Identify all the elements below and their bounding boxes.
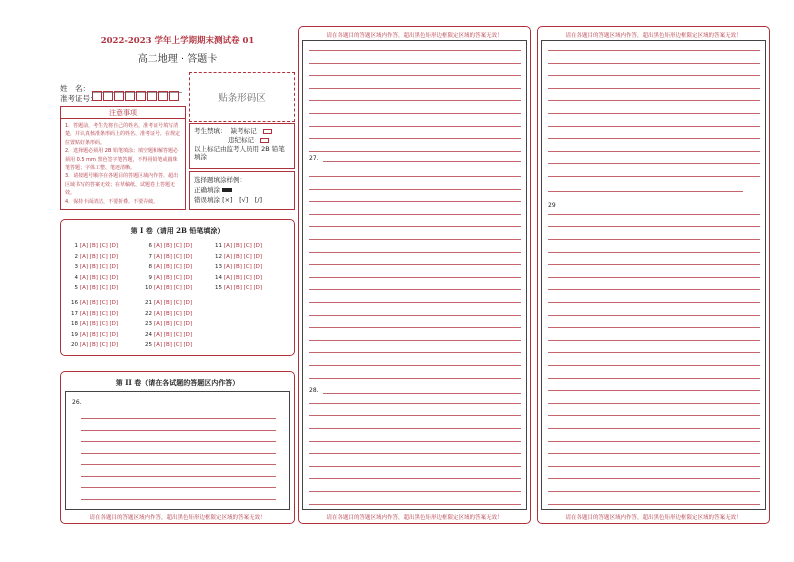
choice-question[interactable] xyxy=(69,242,118,250)
answer-line xyxy=(309,302,521,303)
answer-line xyxy=(81,464,276,465)
choice-question[interactable] xyxy=(69,263,118,271)
answer-line xyxy=(309,252,521,253)
exam-status-label: 考生禁填： xyxy=(194,127,227,135)
answer-line xyxy=(309,289,521,290)
answer-options[interactable]: [A] [B] [C] [D] xyxy=(154,243,193,249)
answer-line xyxy=(548,415,760,416)
choice-question[interactable] xyxy=(69,253,118,261)
answer-line xyxy=(548,390,760,391)
choice-question[interactable] xyxy=(213,284,262,292)
answer-options[interactable]: [A] [B] [C] [D] xyxy=(80,274,119,281)
question-number: 26. xyxy=(72,399,82,406)
section-one xyxy=(60,219,295,356)
choice-question[interactable] xyxy=(143,263,192,271)
question-number: 18 xyxy=(71,321,78,328)
answer-line xyxy=(548,88,760,89)
answer-options[interactable]: [A] [B] [C] [D] xyxy=(154,310,193,317)
answer-line xyxy=(548,113,760,114)
answer-line xyxy=(309,378,521,379)
answer-line xyxy=(309,428,521,429)
choice-question[interactable] xyxy=(69,284,118,292)
page-title: 2022-2023 学年上学期期末测试卷 01 xyxy=(100,36,255,46)
question-number: 10 xyxy=(145,285,152,292)
answer-line xyxy=(548,100,760,101)
q27-q28-answer-area[interactable] xyxy=(302,40,527,510)
answer-options[interactable]: [A] [B] [C] [D] xyxy=(224,285,263,292)
exam-status-note: 以上标记由监考人员用 2B 铅笔填涂 xyxy=(194,145,285,161)
answer-line xyxy=(309,100,521,101)
answer-line xyxy=(309,63,521,64)
answer-line xyxy=(548,441,760,442)
choice-question[interactable] xyxy=(69,274,118,282)
choice-question[interactable] xyxy=(143,310,192,318)
answer-line xyxy=(548,191,743,192)
answer-line xyxy=(548,403,760,404)
answer-line xyxy=(309,441,521,442)
answer-line xyxy=(81,418,276,419)
answer-options[interactable]: [A] [B] [C] [D] xyxy=(80,300,119,306)
answer-options[interactable]: [A] [B] [C] [D] xyxy=(154,300,193,306)
answer-options[interactable]: [A] [B] [C] [D] xyxy=(224,264,263,271)
answer-line xyxy=(548,315,760,316)
answer-line xyxy=(309,189,521,190)
answer-line xyxy=(548,50,760,51)
answer-line xyxy=(81,441,276,442)
answer-line xyxy=(81,453,276,454)
answer-options[interactable]: [A] [B] [C] [D] xyxy=(154,342,193,349)
choice-question[interactable] xyxy=(143,299,192,307)
answer-line xyxy=(309,340,521,341)
choice-question[interactable] xyxy=(69,341,118,349)
notice-heading: 注意事项 xyxy=(61,107,185,119)
question-number: 12 xyxy=(215,253,222,260)
choice-question[interactable] xyxy=(213,242,262,250)
correct-fill-label: 正确填涂 xyxy=(194,186,220,194)
answer-line xyxy=(548,365,760,366)
answer-line xyxy=(309,88,521,89)
answer-line xyxy=(309,277,521,278)
answer-line xyxy=(548,340,760,341)
answer-options[interactable]: [A] [B] [C] [D] xyxy=(80,285,119,292)
question-number: 21 xyxy=(145,300,152,306)
question-number: 8 xyxy=(148,264,152,271)
answer-line xyxy=(309,327,521,328)
answer-line xyxy=(548,504,760,505)
choice-question[interactable] xyxy=(69,310,118,318)
question-number: 11 xyxy=(215,243,222,249)
choice-question[interactable] xyxy=(143,253,192,261)
section-two xyxy=(60,371,295,524)
question-number: 22 xyxy=(145,310,152,317)
answer-line xyxy=(548,75,760,76)
answer-line xyxy=(548,428,760,429)
answer-line xyxy=(548,176,760,177)
question-number: 15 xyxy=(215,285,222,292)
page-subtitle: 高二地理 · 答题卡 xyxy=(137,54,218,65)
answer-line xyxy=(548,289,760,290)
notice-item: 4．保持卡面清洁，不要折叠、不要弄破。 xyxy=(65,198,159,205)
exam-status-box xyxy=(189,123,295,169)
warning-text: 请在各题目的答题区域内作答，超出黑色矩形边框限定区域的答案无效！ xyxy=(89,515,266,521)
question-number: 16 xyxy=(71,300,78,306)
answer-line xyxy=(81,487,276,488)
question-number: 1 xyxy=(74,243,78,249)
choice-question[interactable] xyxy=(143,320,192,328)
wrong-fill-label: 错误填涂 [×] [√] [/] xyxy=(194,196,263,204)
answer-options[interactable]: [A] [B] [C] [D] xyxy=(80,321,119,328)
answer-line xyxy=(309,239,521,240)
question-number: 28. xyxy=(309,387,319,394)
question-number: 25 xyxy=(145,342,152,349)
answer-line xyxy=(309,403,521,404)
q26-answer-area[interactable] xyxy=(65,391,290,510)
warning-text: 请在各题目的答题区域内作答，超出黑色矩形边框限定区域的答案无效！ xyxy=(326,33,503,39)
choice-question[interactable] xyxy=(69,331,118,339)
warning-text: 请在各题目的答题区域内作答，超出黑色矩形边框限定区域的答案无效！ xyxy=(326,515,503,521)
choice-question[interactable] xyxy=(143,331,192,339)
answer-line xyxy=(548,478,760,479)
answer-line xyxy=(548,63,760,64)
absent-label: 缺考标记 xyxy=(230,127,257,135)
answer-line xyxy=(548,264,760,265)
answer-line xyxy=(309,75,521,76)
answer-options[interactable]: [A] [B] [C] [D] xyxy=(154,264,193,271)
answer-options[interactable]: [A] [B] [C] [D] xyxy=(80,264,119,271)
answer-line xyxy=(548,126,760,127)
answer-options[interactable]: [A] [B] [C] [D] xyxy=(80,331,119,338)
answer-line xyxy=(309,504,521,505)
barcode-area: 贴条形码区 xyxy=(189,72,295,122)
question-number: 17 xyxy=(71,310,78,317)
answer-line xyxy=(309,415,521,416)
choice-question[interactable] xyxy=(69,299,118,307)
question-number: 5 xyxy=(74,285,78,292)
question-number: 13 xyxy=(215,264,222,271)
filled-mark-icon xyxy=(222,188,232,192)
answer-line xyxy=(309,126,521,127)
question-number: 6 xyxy=(148,243,152,249)
answer-line xyxy=(548,378,760,379)
id-label: 准考证号： xyxy=(60,94,98,103)
answer-options[interactable]: [A] [B] [C] [D] xyxy=(154,274,193,281)
answer-line xyxy=(309,315,521,316)
choice-question[interactable] xyxy=(213,253,262,261)
notice-box xyxy=(60,106,186,210)
answer-line xyxy=(548,453,760,454)
answer-line xyxy=(309,113,521,114)
answer-line xyxy=(548,327,760,328)
answer-options[interactable]: [A] [B] [C] [D] xyxy=(154,285,193,292)
notice-item: 3．请按题号顺序在各题目的答题区域内作答，超出区域书写的答案无效；在草稿纸、试题卷上答题无效。 xyxy=(65,173,179,197)
answer-line xyxy=(309,478,521,479)
violation-label: 违纪标记 xyxy=(228,136,254,144)
answer-line xyxy=(309,453,521,454)
answer-line xyxy=(309,226,521,227)
warning-text: 请在各题目的答题区域内作答，超出黑色矩形边框限定区域的答案无效！ xyxy=(565,33,742,39)
question-number: 27. xyxy=(309,155,319,162)
question-number: 23 xyxy=(145,321,152,328)
answer-options[interactable]: [A] [B] [C] [D] xyxy=(154,331,193,338)
answer-options[interactable]: [A] [B] [C] [D] xyxy=(80,253,119,260)
question-number: 3 xyxy=(74,264,78,271)
answer-line xyxy=(548,302,760,303)
section-one-heading: 第 I 卷（请用 2B 铅笔填涂） xyxy=(130,226,225,235)
answer-line xyxy=(81,476,276,477)
answer-line xyxy=(81,499,276,500)
question-number: 4 xyxy=(74,274,78,281)
choice-question[interactable] xyxy=(143,341,192,349)
answer-line xyxy=(309,151,521,152)
choice-question[interactable] xyxy=(143,284,192,292)
answer-line xyxy=(323,393,521,394)
answer-line xyxy=(309,264,521,265)
answer-line xyxy=(548,226,760,227)
section-two-heading: 第 II 卷（请在各试题的答题区内作答） xyxy=(115,378,240,387)
answer-line xyxy=(548,151,760,152)
question-number: 19 xyxy=(71,331,78,338)
answer-options[interactable]: [A] [B] [C] [D] xyxy=(80,342,119,349)
answer-line xyxy=(309,176,521,177)
answer-options[interactable]: [A] [B] [C] [D] xyxy=(80,310,119,317)
answer-line xyxy=(323,161,521,162)
answer-line xyxy=(309,201,521,202)
answer-line xyxy=(548,277,760,278)
choice-question[interactable] xyxy=(213,263,262,271)
name-label: 姓 名： xyxy=(60,84,90,93)
answer-line xyxy=(309,352,521,353)
choice-question[interactable] xyxy=(213,274,262,282)
answer-line xyxy=(548,466,760,467)
answer-line xyxy=(548,352,760,353)
id-number-boxes[interactable] xyxy=(92,91,180,101)
answer-line xyxy=(548,138,760,139)
answer-line xyxy=(309,491,521,492)
notice-item: 1．答题前，考生先将自己的姓名，准考证号填写清楚，并认真核准条形码上的姓名、准考证号，在规定位置贴好条形码。 xyxy=(65,123,181,146)
violation-checkbox[interactable] xyxy=(260,138,269,143)
fill-example-box xyxy=(189,171,295,210)
choice-question[interactable] xyxy=(69,320,118,328)
answer-options[interactable]: [A] [B] [C] [D] xyxy=(80,243,119,249)
warning-text: 请在各题目的答题区域内作答，超出黑色矩形边框限定区域的答案无效！ xyxy=(565,515,742,521)
answer-line xyxy=(309,50,521,51)
question-number: 29 xyxy=(548,202,556,209)
q29-answer-area[interactable] xyxy=(541,40,766,510)
answer-options[interactable]: [A] [B] [C] [D] xyxy=(224,274,263,281)
answer-line xyxy=(309,138,521,139)
answer-options[interactable]: [A] [B] [C] [D] xyxy=(154,321,193,328)
answer-line xyxy=(309,214,521,215)
absent-checkbox[interactable] xyxy=(263,129,272,134)
notice-item: 2．选择题必须用 2B 铅笔填涂；填空题和解答题必须用 0.5 mm 黑色签字笔答题，不得用铅笔或圆珠笔答题；字体工整、笔迹清晰。 xyxy=(65,148,178,172)
question-number: 14 xyxy=(215,274,222,281)
answer-options[interactable]: [A] [B] [C] [D] xyxy=(224,253,263,260)
question-number: 7 xyxy=(148,253,152,260)
answer-line xyxy=(81,430,276,431)
answer-line xyxy=(548,239,760,240)
answer-options[interactable]: [A] [B] [C] [D] xyxy=(224,243,263,249)
choice-question[interactable] xyxy=(143,242,192,250)
answer-line xyxy=(548,491,760,492)
answer-line xyxy=(548,163,760,164)
choice-question[interactable] xyxy=(143,274,192,282)
fill-example-label: 选择题填涂样例： xyxy=(194,176,246,184)
question-number: 20 xyxy=(71,342,78,349)
answer-options[interactable]: [A] [B] [C] [D] xyxy=(154,253,193,260)
question-number: 9 xyxy=(148,274,152,281)
answer-line xyxy=(309,466,521,467)
answer-line xyxy=(309,365,521,366)
answer-line xyxy=(548,252,760,253)
question-number: 24 xyxy=(145,331,152,338)
answer-column-3 xyxy=(537,26,770,524)
question-number: 2 xyxy=(74,253,78,260)
answer-line xyxy=(548,214,760,215)
answer-column-2 xyxy=(298,26,531,524)
